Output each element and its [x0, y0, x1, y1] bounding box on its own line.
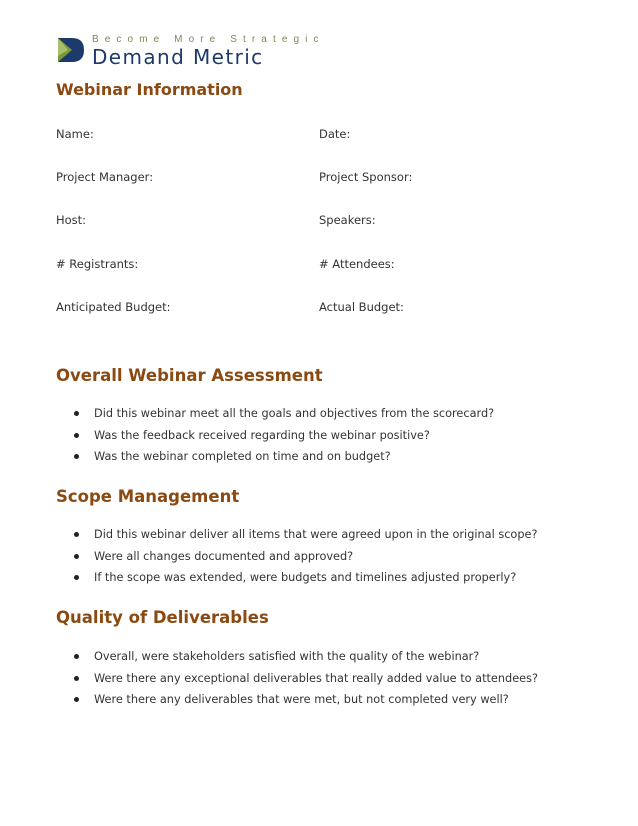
speakers-label: Speakers: — [319, 213, 376, 227]
list-item-text: If the scope was extended, were budgets and timelines adjusted properly? — [94, 571, 517, 584]
bullet-icon — [74, 554, 79, 559]
project-manager-label: Project Manager: — [56, 170, 154, 184]
list-item — [74, 526, 537, 548]
bullet-icon — [74, 454, 79, 459]
date-label: Date: — [319, 127, 351, 141]
list-item — [74, 670, 538, 692]
list-item — [74, 691, 538, 713]
list-item — [74, 448, 494, 470]
list-item — [74, 548, 537, 570]
quality-deliverables-list — [74, 648, 538, 713]
list-item — [74, 569, 537, 591]
list-item-text: Did this webinar deliver all items that were agreed upon in the original scope? — [94, 528, 538, 541]
list-item-text: Were all changes documented and approved? — [94, 549, 354, 563]
list-item-text: Was the feedback received regarding the webinar positive? — [94, 428, 430, 442]
list-item — [74, 427, 494, 449]
project-sponsor-label: Project Sponsor: — [319, 170, 413, 184]
logo-tagline: Become More Strategic — [92, 34, 325, 45]
logo-name: Demand Metric — [92, 45, 264, 69]
bullet-icon — [74, 411, 79, 416]
actual-budget-label: Actual Budget: — [319, 300, 404, 314]
bullet-icon — [74, 532, 79, 537]
demand-metric-logo — [56, 30, 325, 70]
bullet-icon — [74, 433, 79, 438]
list-item-text: Overall, were stakeholders satisfied with the quality of the webinar? — [94, 650, 480, 663]
logo-mark-icon — [56, 36, 86, 64]
bullet-icon — [74, 697, 79, 702]
anticipated-budget-label: Anticipated Budget: — [56, 300, 171, 314]
list-item-text: Was the webinar completed on time and on budget? — [94, 450, 391, 463]
list-item-text: Did this webinar meet all the goals and objectives from the scorecard? — [94, 407, 495, 420]
name-label: Name: — [56, 127, 94, 141]
bullet-icon — [74, 575, 79, 580]
attendees-label: # Attendees: — [319, 257, 395, 271]
webinar-info-title: Webinar Information — [56, 80, 243, 99]
bullet-icon — [74, 654, 79, 659]
quality-deliverables-title: Quality of Deliverables — [56, 608, 269, 627]
scope-management-list — [74, 526, 537, 591]
overall-assessment-title: Overall Webinar Assessment — [56, 366, 323, 385]
bullet-icon — [74, 676, 79, 681]
list-item-text: Were there any exceptional deliverables that really added value to attendees? — [94, 671, 538, 685]
registrants-label: # Registrants: — [56, 257, 139, 271]
list-item — [74, 648, 538, 670]
list-item-text: Were there any deliverables that were met, but not completed very well? — [94, 693, 509, 706]
host-label: Host: — [56, 213, 87, 227]
scope-management-title: Scope Management — [56, 487, 240, 506]
list-item — [74, 405, 494, 427]
overall-assessment-list — [74, 405, 494, 470]
